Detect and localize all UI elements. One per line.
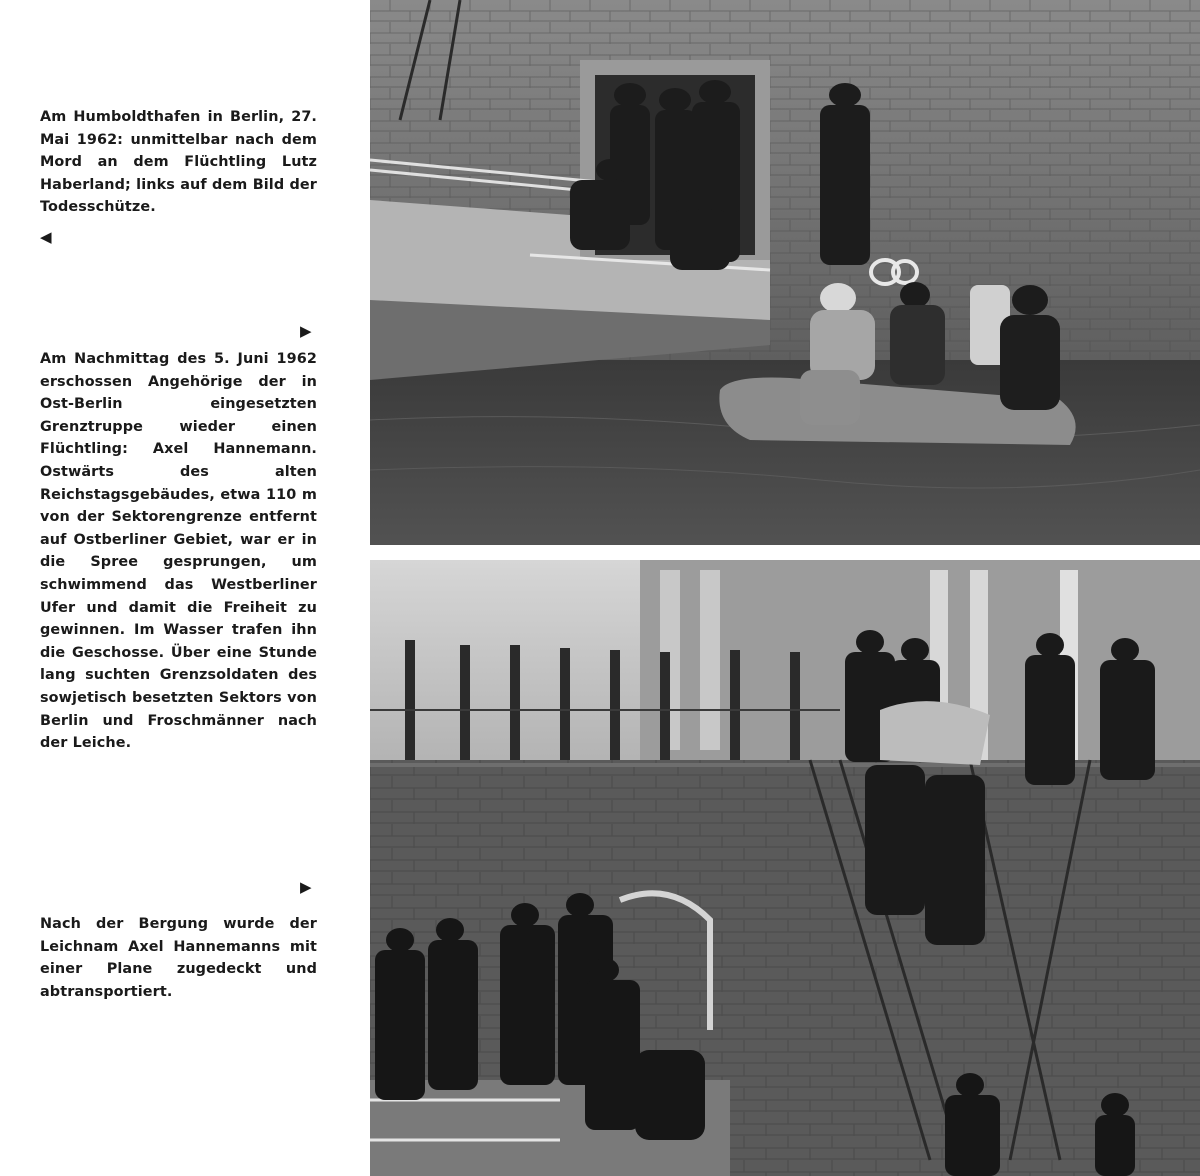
- photo-recovery-at-quay: [370, 560, 1200, 1176]
- arrow-right-icon: ▶: [300, 878, 312, 896]
- caption-recovery: Nach der Bergung wurde der Leichnam Axel Hannemanns mit einer Plane zugedeckt und abtransportiert.: [40, 916, 317, 1000]
- arrow-left-icon: ◀: [40, 228, 52, 246]
- caption-hannemann-shooting: Am Nachmittag des 5. Juni 1962 erschossen Angehörige der in Ost-Berlin eingesetzten Grenztruppe wieder einen Flüchtling: Axel Hannemann. Ostwärts des alten Reichstagsgebäudes, etwa 110 m von der Sektorengrenze entfernt auf Ostberliner Gebiet, war er in die Spree gesprungen, um schwimmend das Westberliner Ufer und damit die Freiheit zu gewinnen. Im Wasser trafen ihn die Geschosse. Über eine Stunde lang suchten Grenzsoldaten des sowjetisch besetzten Sektors von Berlin und Froschmänner nach der Leiche.: [40, 351, 317, 752]
- photo-boat-and-divers: [370, 0, 1200, 545]
- arrow-right-icon: ▶: [300, 322, 312, 340]
- caption-humboldthafen: Am Humboldthafen in Berlin, 27. Mai 1962: unmittelbar nach dem Mord an dem Flüchtling Lutz Haberland; links auf dem Bild der Todesschütze.: [40, 109, 317, 216]
